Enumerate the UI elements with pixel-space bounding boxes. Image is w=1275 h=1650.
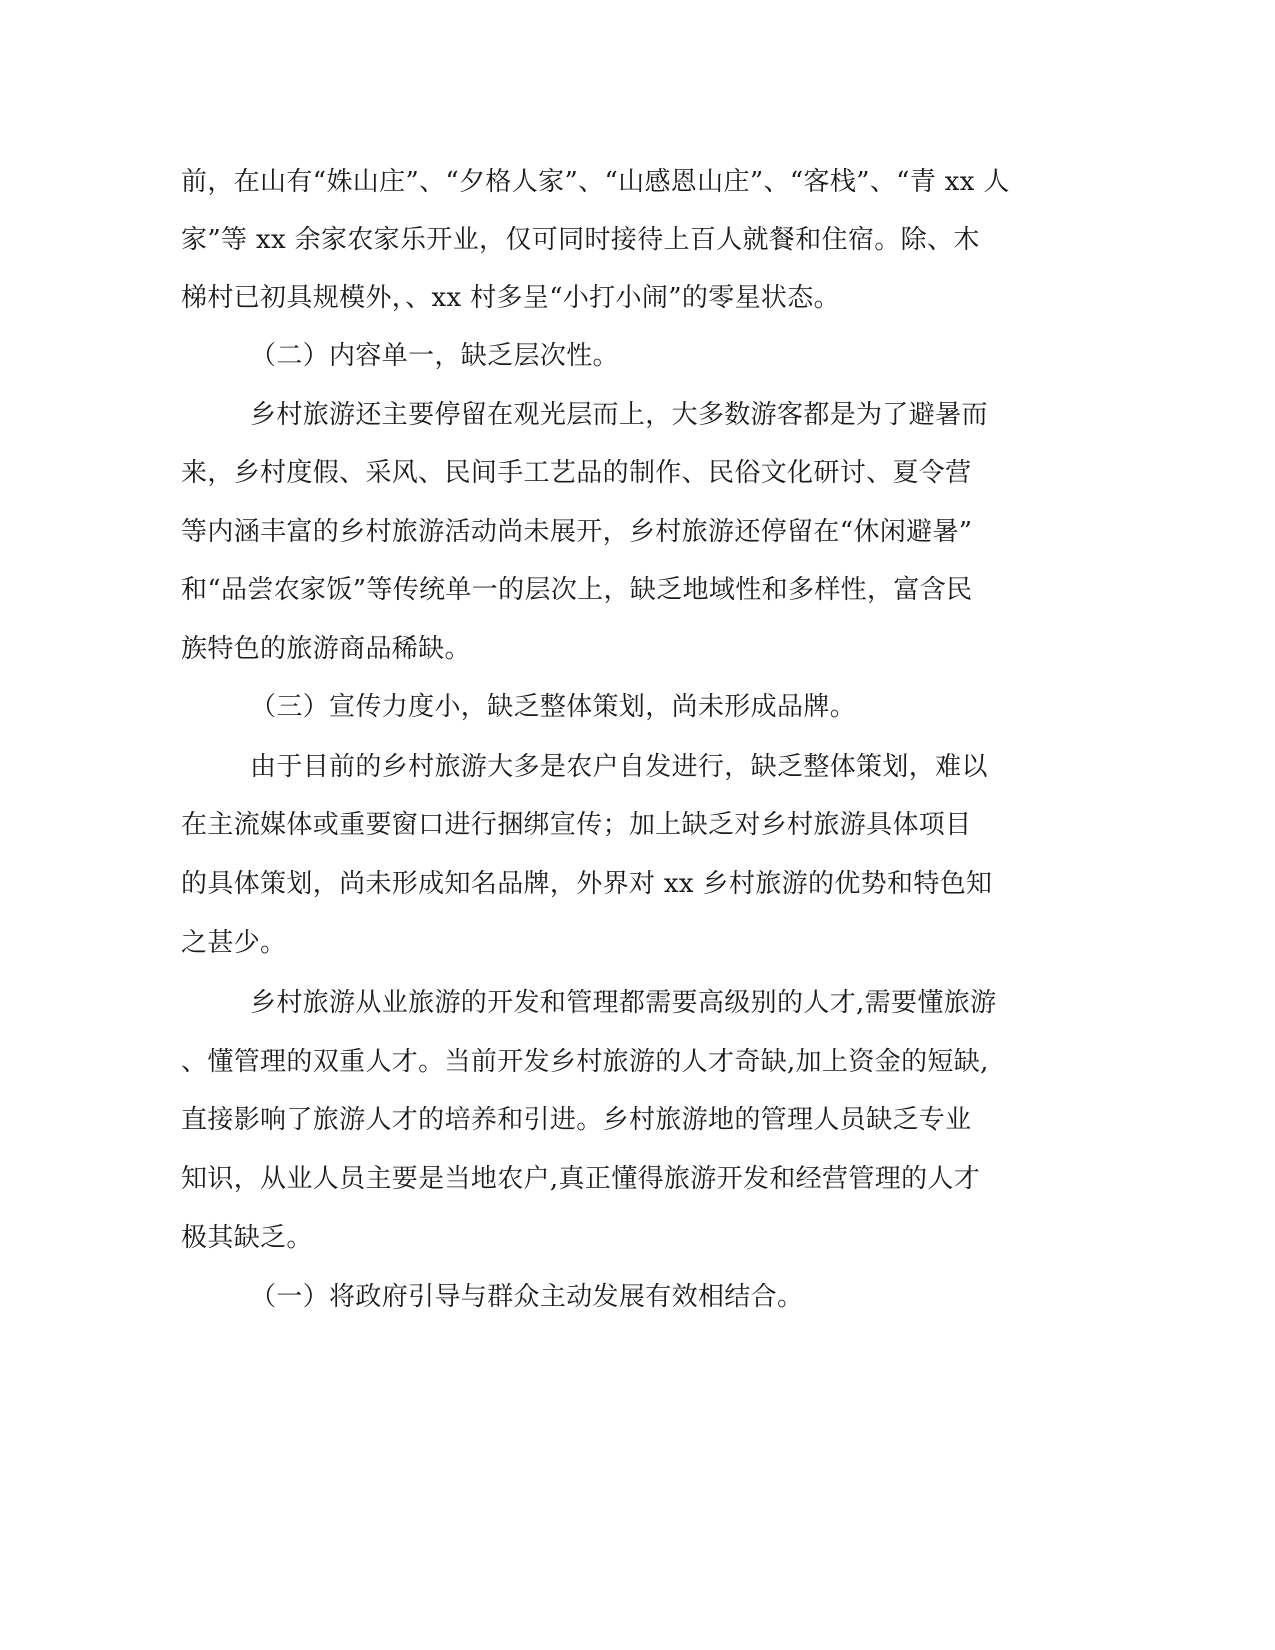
text-line: 的具体策划，尚未形成知名品牌，外界对 xx 乡村旅游的优势和特色知 xyxy=(181,869,993,899)
section-heading: （一）将政府引导与群众主动发展有效相结合。 xyxy=(250,1282,804,1312)
text-line: 和“品尝农家饭”等传统单一的层次上，缺乏地域性和多样性，富含民 xyxy=(181,575,973,605)
text-line: 梯村已初具规模外，、xx 村多呈“小打小闹”的零星状态。 xyxy=(181,283,840,313)
text-line: 在主流媒体或重要窗口进行捆绑宣传；加上缺乏对乡村旅游具体项目 xyxy=(181,810,972,840)
text-line: 、懂管理的双重人才。当前开发乡村旅游的人才奇缺,加上资金的短缺, xyxy=(181,1047,989,1077)
text-line: 极其缺乏。 xyxy=(181,1223,313,1253)
text-line: 来，乡村度假、采风、民间手工艺品的制作、民俗文化研讨、夏令营 xyxy=(181,458,972,488)
text-line: 前，在山有“姝山庄”、“夕格人家”、“山感恩山庄”、“客栈”、“青 xx 人 xyxy=(181,167,1010,197)
text-line: 乡村旅游还主要停留在观光层而上，大多数游客都是为了避暑而 xyxy=(250,400,988,430)
text-line: 族特色的旅游商品稀缺。 xyxy=(181,634,471,664)
text-line: 之甚少。 xyxy=(181,928,287,958)
section-heading: （二）内容单一，缺乏层次性。 xyxy=(250,341,619,371)
text-line: 等内涵丰富的乡村旅游活动尚未展开，乡村旅游还停留在“休闲避暑” xyxy=(181,517,973,547)
text-line: 乡村旅游从业旅游的开发和管理都需要高级别的人才,需要懂旅游 xyxy=(250,988,997,1018)
text-line: 知识，从业人员主要是当地农户,真正懂得旅游开发和经营管理的人才 xyxy=(181,1164,981,1194)
section-heading: （三）宣传力度小，缺乏整体策划，尚未形成品牌。 xyxy=(250,692,857,722)
text-line: 直接影响了旅游人才的培养和引进。乡村旅游地的管理人员缺乏专业 xyxy=(181,1105,972,1135)
text-line: 家”等 xx 余家农家乐开业，仅可同时接待上百人就餐和住宿。除、木 xyxy=(181,225,980,255)
text-line: 由于目前的乡村旅游大多是农户自发进行，缺乏整体策划，难以 xyxy=(250,752,988,782)
